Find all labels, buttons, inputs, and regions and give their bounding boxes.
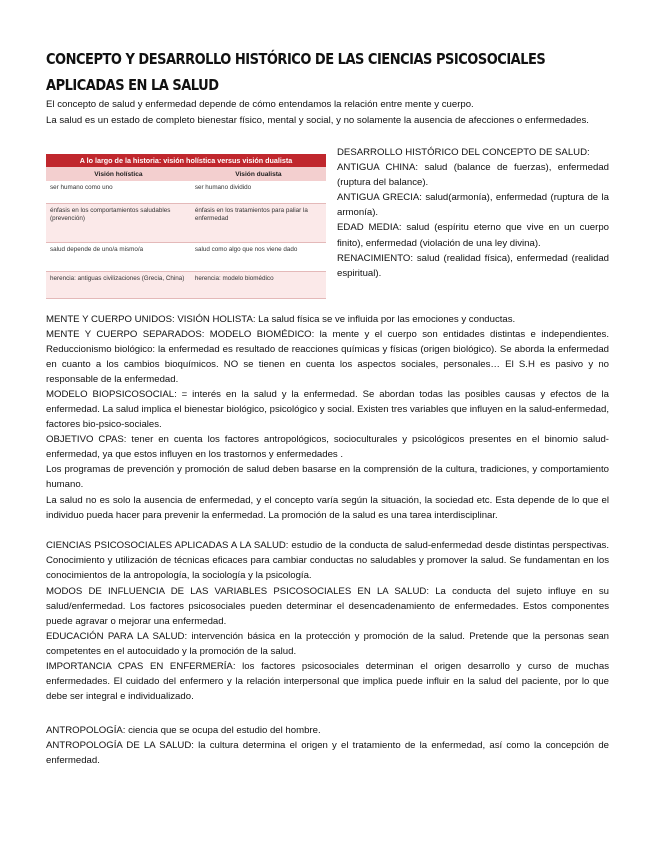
table-caption: A lo largo de la historia: visión holística versus visión dualista — [46, 154, 326, 167]
history-greece: ANTIGUA GRECIA: salud(armonía), enfermedad (ruptura de la armonía). — [337, 192, 609, 219]
body-paragraph-biomedical: MENTE Y CUERPO SEPARADOS: MODELO BIOMÉDICO: la mente y el cuerpo son entidades distintas e independientes. Reduccionismo biológico: la enfermedad es resultado de reacciones químicas y físicas (origen biológico). Se aborda la enfermedad en cuanto a los cambios bioquímicos. NO se tienen en cuenta los aspectos sociales, personales… El S.H es pasivo y no responsable de la enfermedad. — [46, 329, 609, 386]
body-paragraph-health: La salud no es solo la ausencia de enfermedad, y el concepto varía según la situación, la sociedad etc. Esta depende de lo que el individuo pueda hacer para prevenir la enfermedad. La promoción de la salud es una tarea interdisciplinar. — [46, 495, 609, 522]
table-cell: énfasis en los comportamientos saludables (prevención) — [46, 204, 191, 243]
table-cell: herencia: modelo biomédico — [191, 272, 326, 299]
history-china: ANTIGUA CHINA: salud (balance de fuerzas), enfermedad (ruptura del balance). — [337, 162, 609, 189]
table-row — [46, 272, 326, 299]
holistic-vs-dualist-table — [46, 154, 326, 299]
table-cell: ser humano como uno — [46, 181, 191, 204]
health-anthropology-definition: ANTROPOLOGÍA DE LA SALUD: la cultura determina el origen y el tratamiento de la enfermedad, así como la concepción de enfermedad. — [46, 740, 609, 767]
table-cell: salud depende de uno/a mismo/a — [46, 243, 191, 272]
intro-paragraph-2: La salud es un estado de completo bienestar físico, mental y social, y no solamente la ausencia de afecciones o enfermedades. — [46, 115, 589, 126]
page-title: CONCEPTO Y DESARROLLO HISTÓRICO DE LAS CIENCIAS PSICOSOCIALES APLICADAS EN LA SALUD — [46, 50, 546, 94]
anthropology-definition: ANTROPOLOGÍA: ciencia que se ocupa del estudio del hombre. — [46, 725, 321, 736]
body-paragraph-cpas: CIENCIAS PSICOSOCIALES APLICADAS A LA SALUD: estudio de la conducta de salud-enfermedad desde distintas perspectivas. Conocimiento y utilización de técnicas eficaces para cambiar conductas no saludables y promover la salud. Se fundamentan en los conocimientos de la antropología, la sociología y la psicología. — [46, 540, 609, 582]
table-header-holistic: Visión holística — [46, 167, 191, 181]
body-paragraph-biopsychosocial: MODELO BIOPSICOSOCIAL: = interés en la salud y la enfermedad. Se abordan todas las posibles causas y efectos de la enfermedad. La salud implica el bienestar biológico, psicológico y social. Existen tres variables que influyen en la salud-enfermedad, factores bio-psico-sociales. — [46, 389, 609, 431]
table-row — [46, 181, 326, 204]
table-row — [46, 243, 326, 272]
history-renaissance: RENACIMIENTO: salud (realidad física), enfermedad (realidad espiritual). — [337, 252, 609, 279]
body-paragraph-holistic: MENTE Y CUERPO UNIDOS: VISIÓN HOLISTA: La salud física se ve influida por las emociones y conductas. — [46, 314, 516, 325]
intro-paragraph-1: El concepto de salud y enfermedad depende de cómo entendamos la relación entre mente y cuerpo. — [46, 99, 474, 110]
table-cell: herencia: antiguas civilizaciones (Grecia, China) — [46, 272, 191, 299]
table-row — [46, 204, 326, 243]
table-header-dualist: Visión dualista — [191, 167, 326, 181]
table-cell: ser humano dividido — [191, 181, 326, 204]
body-paragraph-nursing: IMPORTANCIA CPAS EN ENFERMERÍA: los factores psicosociales determinan el origen desarrollo y curso de muchas enfermedades. El cuidado del enfermero y la relación interpersonal que implica puede influir en la salud del paciente, por lo que debe ser integral e individualizado. — [46, 661, 609, 703]
history-column — [337, 145, 609, 281]
body-paragraph-programs: Los programas de prevención y promoción de salud deben basarse en la comprensión de la cultura, tradiciones, y comportamiento humano. — [46, 464, 609, 491]
history-heading: DESARROLLO HISTÓRICO DEL CONCEPTO DE SALUD: — [337, 147, 590, 158]
body-paragraph-objective: OBJETIVO CPAS: tener en cuenta los factores antropológicos, socioculturales y psicológicos presentes en el binomio salud-enfermedad, ya que estos influyen en los trastornos y enfermedades . — [46, 434, 609, 461]
body-paragraph-influence: MODOS DE INFLUENCIA DE LAS VARIABLES PSICOSOCIALES EN LA SALUD: La conducta del sujeto influye en su salud/enfermedad. Los factores psicosociales pueden determinar el desencadenamiento de enfermedades. Estos componentes puede agravar o mejorar una enfermedad. — [46, 586, 609, 628]
history-middle-ages: EDAD MEDIA: salud (espíritu eterno que vive en un cuerpo finito), enfermedad (violación de una ley divina). — [337, 222, 609, 249]
body-paragraph-education: EDUCACIÓN PARA LA SALUD: intervención básica en la protección y promoción de la salud. Pretende que la personas sean competentes en el autocuidado y la promoción de la salud. — [46, 631, 609, 658]
table-cell: salud como algo que nos viene dado — [191, 243, 326, 272]
table-cell: énfasis en los tratamientos para paliar la enfermedad — [191, 204, 326, 243]
